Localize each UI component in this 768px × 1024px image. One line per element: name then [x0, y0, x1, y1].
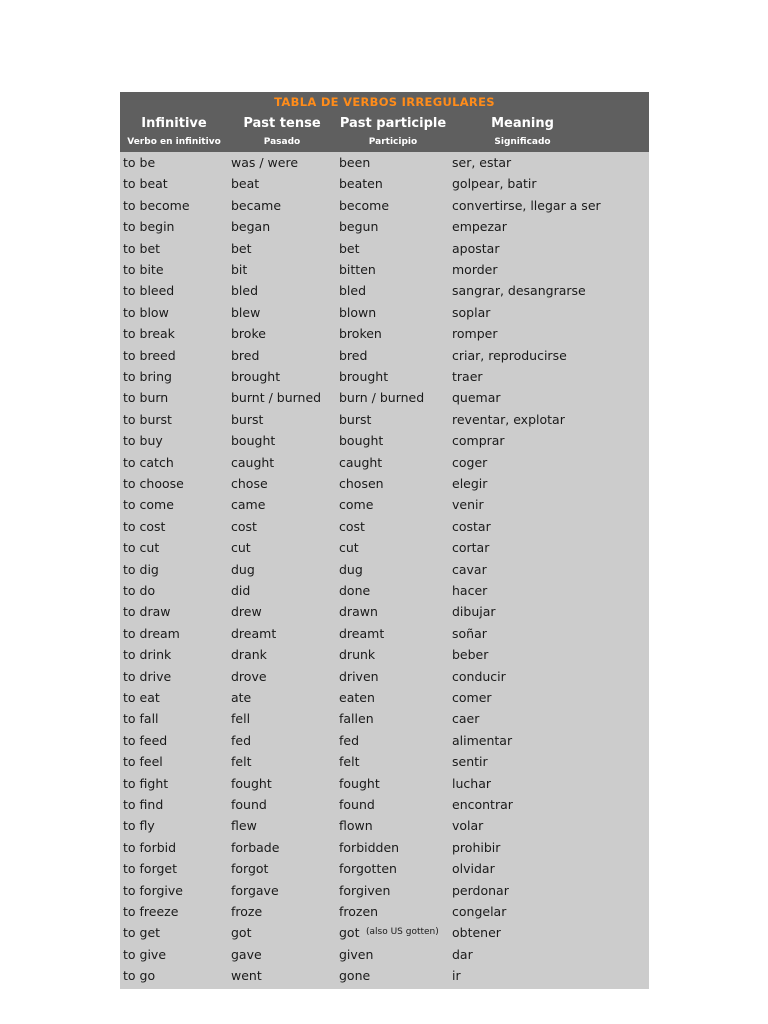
- table-row: [120, 601, 649, 622]
- past-participle-cell: dreamt: [339, 625, 385, 641]
- infinitive-cell: to fly: [123, 818, 155, 834]
- past-tense-cell: drank: [231, 647, 267, 663]
- table-row: [120, 644, 649, 665]
- infinitive-cell: to bet: [123, 240, 161, 256]
- past-participle-cell: cost: [339, 518, 365, 534]
- meaning-cell: caer: [452, 711, 480, 727]
- infinitive-cell: to burn: [123, 390, 169, 406]
- past-participle-cell: broken: [339, 326, 382, 342]
- past-participle-cell: bitten: [339, 262, 376, 277]
- infinitive-cell: to go: [123, 968, 156, 984]
- past-participle-cell: brought: [339, 369, 389, 384]
- past-tense-cell: chose: [231, 476, 268, 491]
- infinitive-cell: to come: [123, 497, 174, 513]
- meaning-cell: obtener: [452, 925, 501, 941]
- meaning-cell: beber: [452, 647, 489, 663]
- past-participle-cell: drawn: [339, 604, 378, 620]
- meaning-cell: quemar: [452, 390, 501, 406]
- meaning-cell: alimentar: [452, 732, 513, 748]
- infinitive-cell: to forget: [123, 861, 178, 877]
- meaning-cell: romper: [452, 326, 498, 342]
- meaning-cell: soplar: [452, 304, 491, 320]
- past-participle-cell: found: [339, 797, 375, 812]
- infinitive-cell: to bring: [123, 369, 172, 384]
- meaning-cell: dar: [452, 946, 473, 962]
- subheader-participio: Participio: [368, 137, 418, 147]
- table-row: [120, 302, 649, 323]
- past-tense-cell: went: [231, 968, 262, 984]
- header-past-tense: Past tense: [243, 116, 321, 131]
- past-participle-cell: cut: [339, 540, 359, 556]
- meaning-cell: congelar: [452, 904, 507, 919]
- past-tense-cell: dug: [231, 561, 255, 577]
- past-tense-cell: ate: [231, 690, 252, 705]
- table-row: [120, 559, 649, 580]
- infinitive-cell: to beat: [123, 176, 168, 192]
- past-participle-cell: given: [339, 946, 374, 962]
- meaning-cell: coger: [452, 454, 488, 470]
- table-row: [120, 922, 649, 943]
- meaning-cell: conducir: [452, 668, 506, 684]
- past-participle-cell: become: [339, 197, 390, 213]
- meaning-cell: hacer: [452, 583, 488, 598]
- past-tense-cell: froze: [231, 904, 263, 919]
- infinitive-cell: to dig: [123, 561, 159, 577]
- header-meaning: Meaning: [491, 116, 554, 131]
- infinitive-cell: to forbid: [123, 839, 177, 855]
- table-body: [120, 152, 649, 989]
- past-tense-cell: did: [231, 583, 251, 598]
- past-tense-cell: drove: [231, 668, 267, 684]
- past-tense-cell: forgot: [231, 861, 269, 877]
- table-row: [120, 537, 649, 558]
- infinitive-cell: to cost: [123, 518, 166, 534]
- subheader-significado: Significado: [494, 137, 551, 147]
- table-row: [120, 216, 649, 237]
- past-participle-cell: dug: [339, 561, 363, 577]
- infinitive-cell: to blow: [123, 304, 169, 320]
- table-row: [120, 901, 649, 922]
- meaning-cell: apostar: [452, 240, 500, 256]
- past-tense-cell: became: [231, 197, 282, 213]
- infinitive-cell: to forgive: [123, 882, 183, 898]
- past-participle-cell: eaten: [339, 690, 375, 705]
- meaning-cell: reventar, explotar: [452, 411, 565, 427]
- meaning-cell: traer: [452, 369, 483, 384]
- meaning-cell: criar, reproducirse: [452, 347, 567, 363]
- infinitive-cell: to do: [123, 583, 156, 598]
- irregular-verbs-table: [120, 92, 649, 989]
- table-row: [120, 623, 649, 644]
- table-row: [120, 238, 649, 259]
- past-participle-cell: forgotten: [339, 861, 397, 877]
- table-row: [120, 323, 649, 344]
- table-row: [120, 452, 649, 473]
- past-tense-cell: came: [231, 497, 266, 513]
- meaning-cell: ser, estar: [452, 155, 512, 170]
- infinitive-cell: to get: [123, 925, 161, 941]
- table-title: TABLA DE VERBOS IRREGULARES: [274, 95, 495, 109]
- past-participle-cell: burst: [339, 411, 372, 427]
- meaning-cell: dibujar: [452, 604, 496, 620]
- infinitive-cell: to feel: [123, 754, 163, 770]
- infinitive-cell: to fall: [123, 711, 159, 727]
- header-past-participle: Past participle: [339, 116, 447, 131]
- infinitive-cell: to cut: [123, 540, 160, 556]
- past-participle-cell: got: [339, 925, 360, 941]
- past-tense-cell: got: [231, 925, 252, 941]
- table-row: [120, 259, 649, 280]
- past-tense-cell: beat: [231, 176, 260, 192]
- table-row: [120, 837, 649, 858]
- table-row: [120, 366, 649, 387]
- past-participle-cell: fallen: [339, 711, 374, 727]
- past-participle-cell: done: [339, 583, 371, 598]
- past-tense-cell: cut: [231, 540, 251, 556]
- meaning-cell: cavar: [452, 561, 487, 577]
- past-tense-cell: began: [231, 219, 271, 235]
- table-row: [120, 516, 649, 537]
- past-tense-cell: dreamt: [231, 625, 277, 641]
- infinitive-cell: to dream: [123, 625, 180, 641]
- past-tense-cell: bought: [231, 433, 276, 449]
- past-tense-cell: bet: [231, 240, 252, 256]
- meaning-cell: empezar: [452, 219, 507, 235]
- past-tense-cell: gave: [231, 946, 262, 962]
- past-participle-cell: been: [339, 155, 371, 170]
- past-tense-cell: was / were: [231, 155, 299, 170]
- past-participle-cell: driven: [339, 668, 379, 684]
- infinitive-cell: to bleed: [123, 283, 175, 299]
- table-row: [120, 387, 649, 408]
- table-row: [120, 580, 649, 601]
- table-row: [120, 815, 649, 836]
- table-row: [120, 858, 649, 879]
- past-participle-cell: beaten: [339, 176, 383, 192]
- table-row: [120, 173, 649, 194]
- past-participle-cell: burn / burned: [339, 390, 425, 406]
- subheader-pasado: Pasado: [263, 137, 301, 147]
- infinitive-cell: to be: [123, 155, 156, 170]
- table-row: [120, 280, 649, 301]
- past-tense-cell: forgave: [231, 882, 279, 898]
- infinitive-cell: to become: [123, 197, 190, 213]
- meaning-cell: volar: [452, 818, 484, 834]
- past-participle-cell: bred: [339, 347, 368, 363]
- past-participle-cell: forgiven: [339, 882, 391, 898]
- table-row: [120, 773, 649, 794]
- table-row: [120, 195, 649, 216]
- meaning-cell: morder: [452, 262, 498, 277]
- past-participle-cell: fed: [339, 732, 360, 748]
- meaning-cell: encontrar: [452, 797, 513, 812]
- past-tense-cell: fell: [231, 711, 251, 727]
- table-row: [120, 751, 649, 772]
- meaning-cell: olvidar: [452, 861, 495, 877]
- past-tense-cell: cost: [231, 518, 257, 534]
- past-participle-cell: blown: [339, 304, 377, 320]
- infinitive-cell: to fight: [123, 775, 169, 791]
- past-tense-cell: fought: [231, 775, 272, 791]
- past-participle-cell: bought: [339, 433, 384, 449]
- gotten-note: (also US gotten): [366, 927, 439, 938]
- column-subheaders: [120, 135, 649, 149]
- meaning-cell: costar: [452, 518, 491, 534]
- table-row: [120, 880, 649, 901]
- infinitive-cell: to burst: [123, 411, 172, 427]
- header-infinitive: Infinitive: [141, 116, 207, 131]
- subheader-infinitivo: Verbo en infinitivo: [127, 137, 221, 147]
- table-row: [120, 794, 649, 815]
- past-tense-cell: bit: [231, 262, 248, 277]
- meaning-cell: convertirse, llegar a ser: [452, 197, 601, 213]
- meaning-cell: luchar: [452, 775, 491, 791]
- past-participle-cell: flown: [339, 818, 373, 834]
- past-tense-cell: fed: [231, 732, 252, 748]
- past-participle-cell: come: [339, 497, 374, 513]
- table-row: [120, 345, 649, 366]
- infinitive-cell: to give: [123, 946, 167, 962]
- meaning-cell: soñar: [452, 625, 487, 641]
- infinitive-cell: to draw: [123, 604, 171, 620]
- table-row: [120, 473, 649, 494]
- meaning-cell: elegir: [452, 476, 488, 491]
- meaning-cell: golpear, batir: [452, 176, 537, 192]
- past-participle-cell: forbidden: [339, 839, 400, 855]
- past-participle-cell: gone: [339, 968, 371, 984]
- meaning-cell: sangrar, desangrarse: [452, 283, 586, 299]
- past-tense-cell: brought: [231, 369, 281, 384]
- infinitive-cell: to begin: [123, 219, 175, 235]
- meaning-cell: sentir: [452, 754, 488, 770]
- meaning-cell: ir: [452, 968, 461, 984]
- infinitive-cell: to buy: [123, 433, 163, 449]
- past-tense-cell: blew: [231, 304, 261, 320]
- past-tense-cell: burnt / burned: [231, 390, 322, 406]
- past-participle-cell: caught: [339, 454, 383, 470]
- past-tense-cell: broke: [231, 326, 266, 342]
- past-participle-cell: fought: [339, 775, 380, 791]
- infinitive-cell: to feed: [123, 732, 168, 748]
- past-participle-cell: bled: [339, 283, 367, 299]
- meaning-cell: cortar: [452, 540, 490, 556]
- table-row: [120, 708, 649, 729]
- infinitive-cell: to break: [123, 326, 175, 342]
- meaning-cell: comprar: [452, 433, 505, 449]
- table-row: [120, 666, 649, 687]
- table-row: [120, 494, 649, 515]
- table-header: [120, 92, 649, 152]
- infinitive-cell: to drink: [123, 647, 172, 663]
- meaning-cell: venir: [452, 497, 484, 513]
- past-tense-cell: forbade: [231, 839, 280, 855]
- past-tense-cell: found: [231, 797, 267, 812]
- infinitive-cell: to catch: [123, 454, 174, 470]
- table-row: [120, 430, 649, 451]
- infinitive-cell: to eat: [123, 690, 160, 705]
- infinitive-cell: to bite: [123, 262, 164, 277]
- past-participle-cell: bet: [339, 240, 360, 256]
- table-row: [120, 687, 649, 708]
- past-participle-cell: felt: [339, 754, 360, 770]
- infinitive-cell: to find: [123, 797, 164, 812]
- past-participle-cell: frozen: [339, 904, 379, 919]
- past-tense-cell: caught: [231, 454, 275, 470]
- past-tense-cell: drew: [231, 604, 262, 620]
- past-participle-cell: chosen: [339, 476, 384, 491]
- past-tense-cell: bled: [231, 283, 259, 299]
- past-tense-cell: felt: [231, 754, 252, 770]
- infinitive-cell: to freeze: [123, 904, 179, 919]
- infinitive-cell: to choose: [123, 476, 184, 491]
- past-tense-cell: flew: [231, 818, 257, 834]
- infinitive-cell: to drive: [123, 668, 172, 684]
- past-participle-cell: begun: [339, 219, 379, 235]
- meaning-cell: prohibir: [452, 839, 501, 855]
- table-row: [120, 944, 649, 965]
- column-headers: [120, 114, 649, 134]
- table-row: [120, 965, 649, 986]
- past-tense-cell: bred: [231, 347, 260, 363]
- meaning-cell: comer: [452, 690, 492, 705]
- table-row: [120, 152, 649, 173]
- table-row: [120, 409, 649, 430]
- past-participle-cell: drunk: [339, 647, 376, 663]
- infinitive-cell: to breed: [123, 347, 176, 363]
- meaning-cell: perdonar: [452, 882, 509, 898]
- past-tense-cell: burst: [231, 411, 264, 427]
- table-row: [120, 730, 649, 751]
